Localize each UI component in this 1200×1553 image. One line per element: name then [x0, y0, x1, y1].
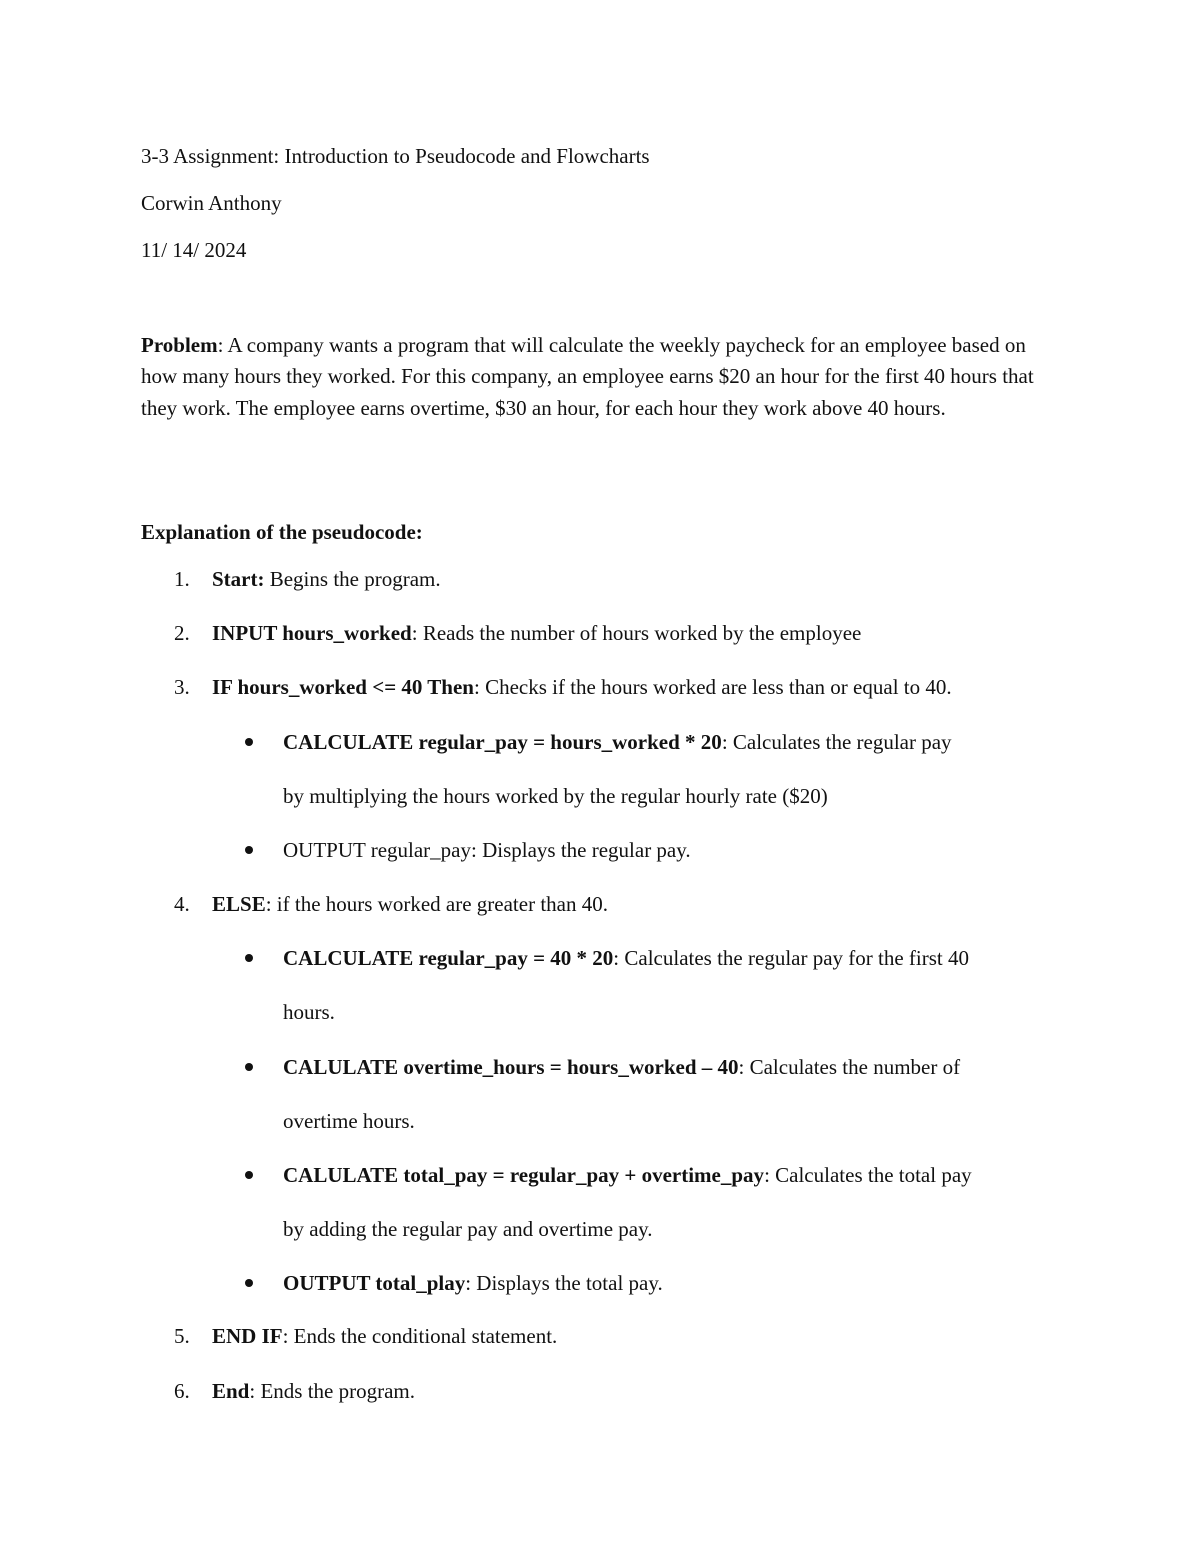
bullet-continuation: hours. — [283, 1000, 335, 1024]
step-item: ELSE: if the hours worked are greater than 40. — [212, 892, 608, 916]
bullet-icon — [245, 738, 253, 746]
assignment-title: 3-3 Assignment: Introduction to Pseudocode and Flowcharts — [141, 144, 650, 168]
bullet-item: OUTPUT regular_pay: Displays the regular pay. — [283, 838, 691, 862]
bullet-item: OUTPUT total_play: Displays the total pay. — [283, 1271, 663, 1295]
author-name: Corwin Anthony — [141, 191, 282, 215]
step-item: IF hours_worked <= 40 Then: Checks if the hours worked are less than or equal to 40. — [212, 675, 952, 699]
bullet-continuation: by adding the regular pay and overtime pay. — [283, 1217, 653, 1241]
step-number: 3. — [174, 675, 190, 699]
bullet-icon — [245, 1171, 253, 1179]
step-item: END IF: Ends the conditional statement. — [212, 1324, 558, 1348]
step-item: End: Ends the program. — [212, 1379, 416, 1403]
bullet-continuation: by multiplying the hours worked by the regular hourly rate ($20) — [283, 784, 828, 808]
bullet-icon — [245, 1063, 253, 1071]
bullet-continuation: overtime hours. — [283, 1109, 415, 1133]
step-item: Start: Begins the program. — [212, 567, 441, 591]
bullet-item: CALCULATE regular_pay = hours_worked * 20: Calculates the regular pay — [283, 730, 952, 754]
bullet-item: CALULATE overtime_hours = hours_worked – 40: Calculates the number of — [283, 1055, 961, 1079]
problem-label: Problem — [141, 333, 218, 357]
step-number: 1. — [174, 567, 190, 591]
step-number: 5. — [174, 1324, 190, 1348]
bullet-icon — [245, 954, 253, 962]
bullet-icon — [245, 1279, 253, 1287]
bullet-item: CALULATE total_pay = regular_pay + overtime_pay: Calculates the total pay — [283, 1163, 972, 1187]
bullet-item: CALCULATE regular_pay = 40 * 20: Calculates the regular pay for the first 40 — [283, 946, 970, 970]
bullet-icon — [245, 846, 253, 854]
date: 11/ 14/ 2024 — [141, 238, 247, 262]
step-number: 4. — [174, 892, 190, 916]
problem-paragraph — [141, 330, 1061, 424]
problem-text: : A company wants a program that will calculate the weekly paycheck for an employee based on how many hours they worked. For this company, an employee earns $20 an hour for the first 40 hours that they work. The employee earns overtime, $30 an hour, for each hour they work above 40 hours. — [141, 333, 1034, 420]
step-item: INPUT hours_worked: Reads the number of hours worked by the employee — [212, 621, 862, 645]
step-number: 2. — [174, 621, 190, 645]
explanation-heading: Explanation of the pseudocode: — [141, 520, 423, 544]
step-number: 6. — [174, 1379, 190, 1403]
